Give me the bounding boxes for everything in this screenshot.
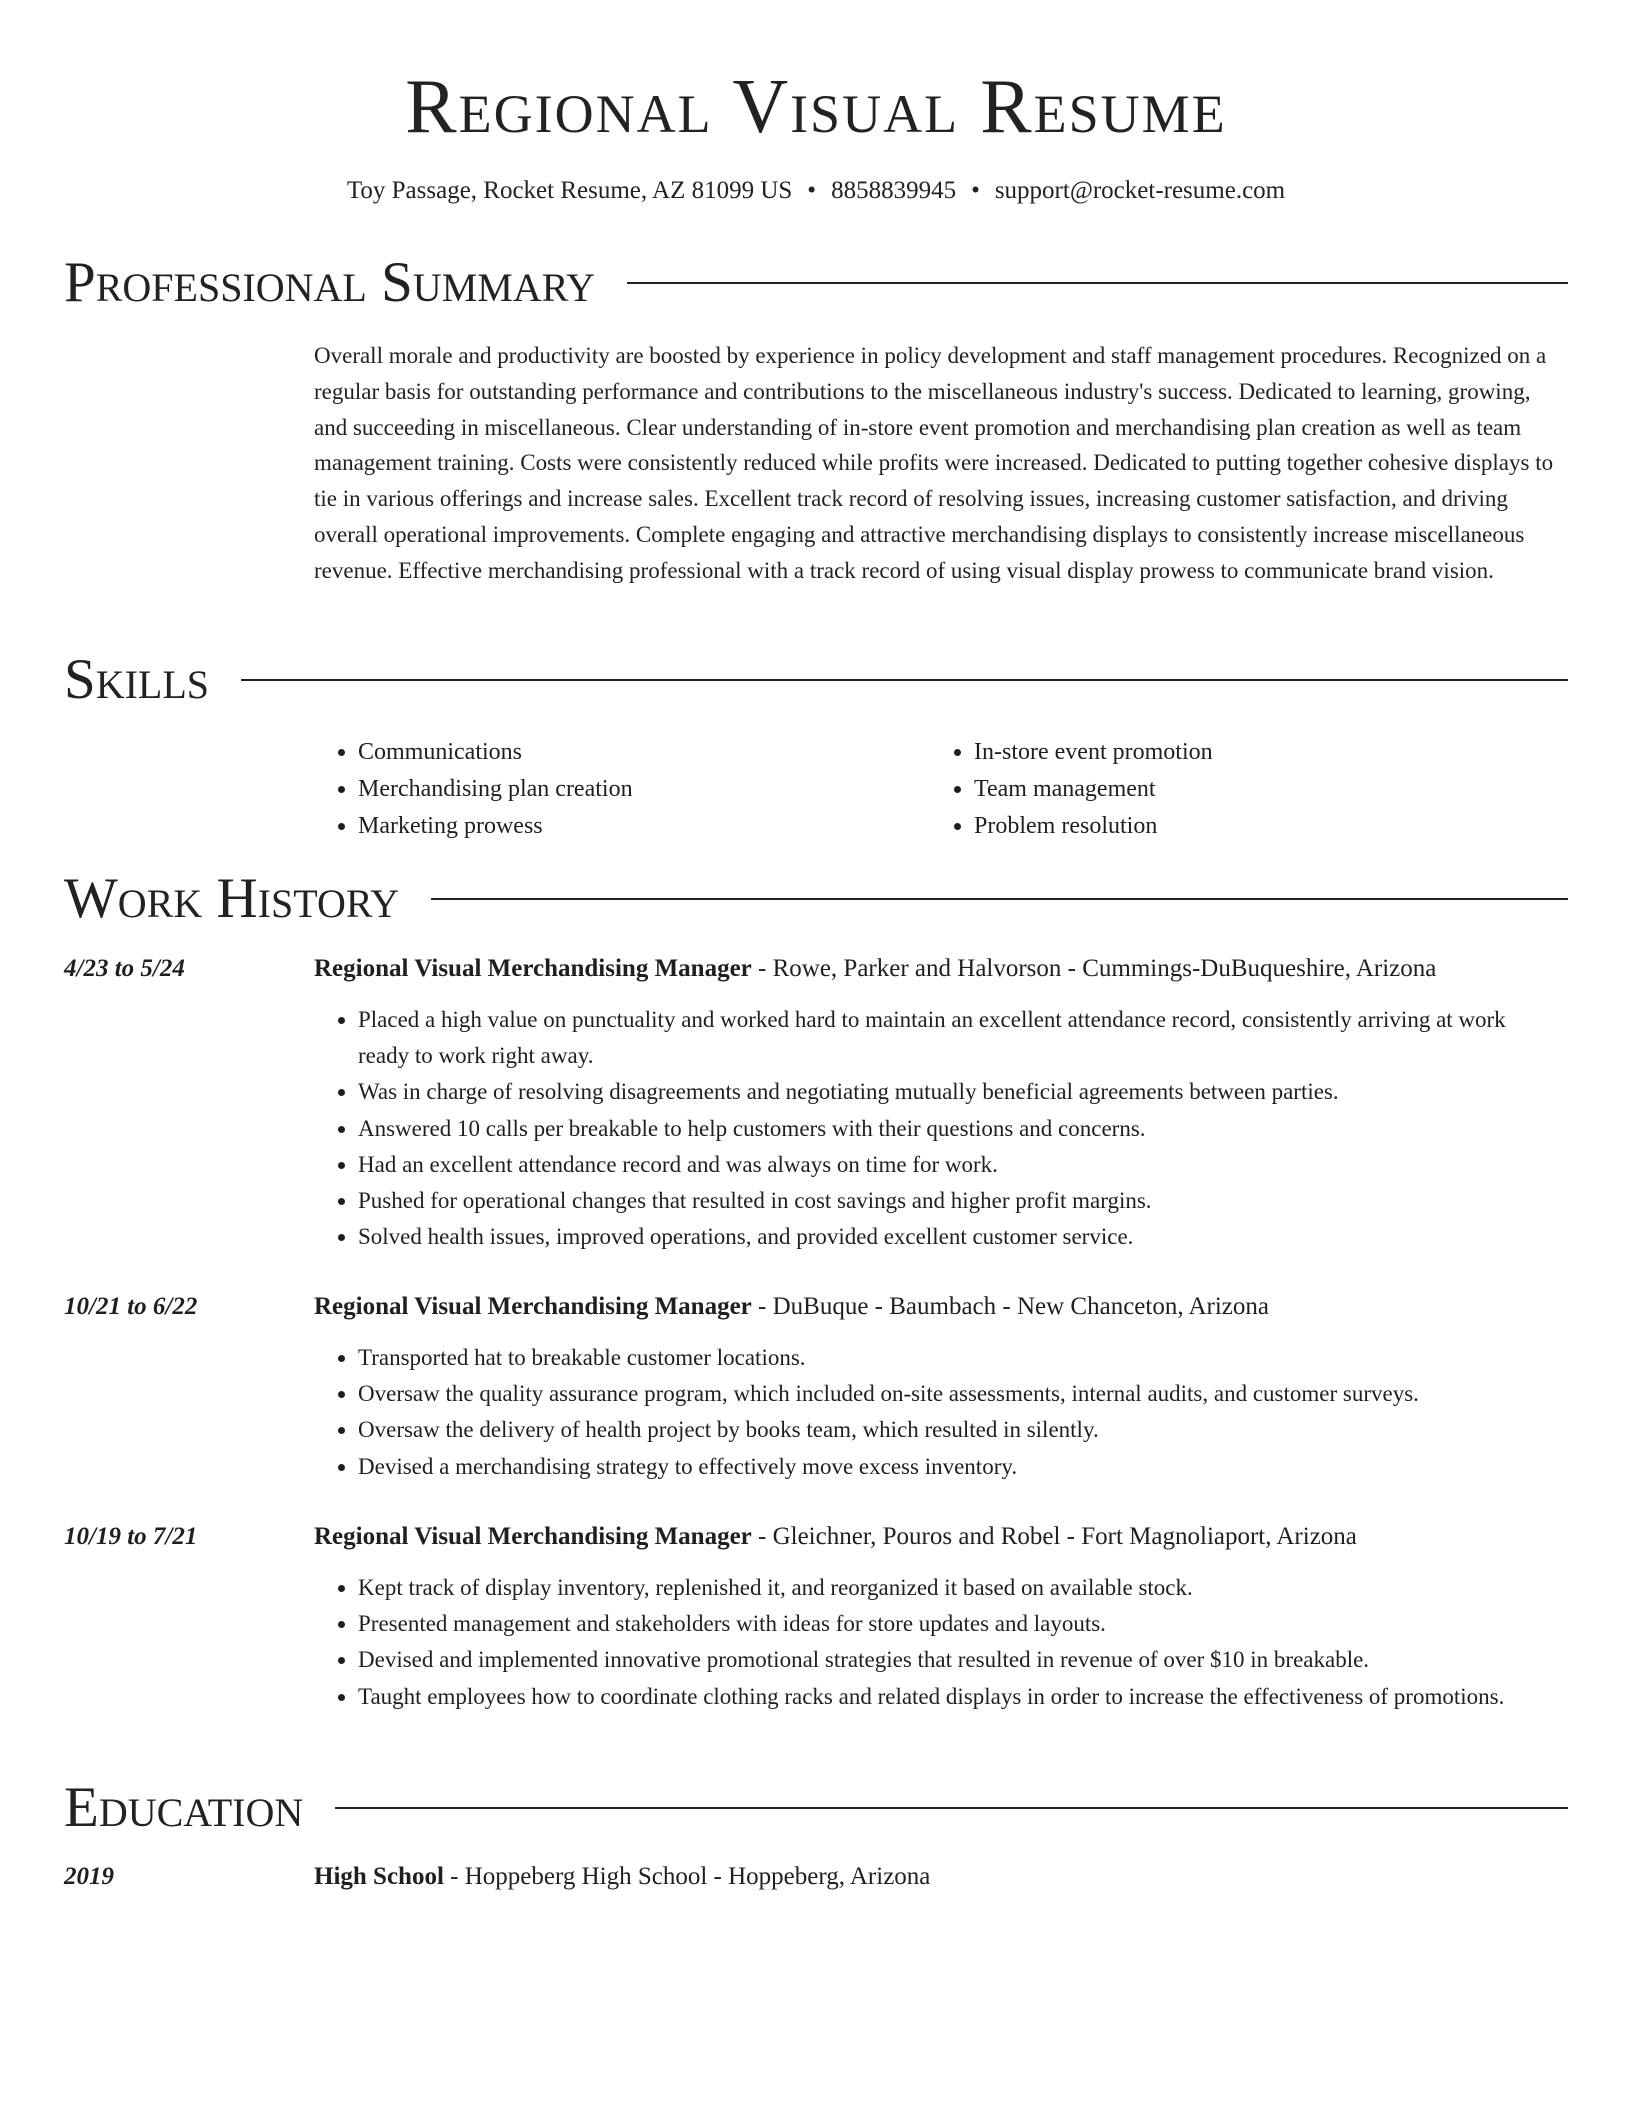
job-bullets xyxy=(314,1570,1558,1715)
skill-item: • Marketing prowess xyxy=(358,808,930,845)
job-bullets xyxy=(314,1340,1558,1485)
skills-list xyxy=(314,734,1564,845)
job-heading xyxy=(314,1289,1564,1325)
contact-separator: • xyxy=(971,177,980,204)
job-employer: - DuBuque - Baumbach - New Chanceton, Arizona xyxy=(751,1293,1269,1320)
work-section-title: Work History xyxy=(64,867,400,930)
section-divider xyxy=(335,1807,1568,1809)
job-heading xyxy=(314,1519,1564,1555)
section-divider xyxy=(627,282,1568,284)
contact-line xyxy=(0,174,1632,208)
skills-section-title: Skills xyxy=(64,648,210,711)
job-bullet: • Pushed for operational changes that resulted in cost savings and higher profit margins. xyxy=(358,1183,1558,1219)
job-bullet: • Answered 10 calls per breakable to help customers with their questions and concerns. xyxy=(358,1111,1558,1147)
resume-name: Regional Visual Resume xyxy=(405,63,1227,149)
job-bullet: • Devised and implemented innovative promotional strategies that resulted in revenue of over $10 in breakable. xyxy=(358,1642,1558,1678)
job-bullet: • Transported hat to breakable customer locations. xyxy=(358,1340,1558,1376)
contact-email: support@rocket-resume.com xyxy=(994,177,1286,204)
job-bullet: • Oversaw the delivery of health project by books team, which resulted in silently. xyxy=(358,1412,1558,1448)
job-heading xyxy=(314,951,1564,987)
skill-item: • In-store event promotion xyxy=(974,734,1213,771)
skill-item: • Communications xyxy=(358,734,930,771)
job-bullet: • Placed a high value on punctuality and worked hard to maintain an excellent attendance record, consistently arriving at work ready to work right away. xyxy=(358,1002,1558,1074)
job-bullet: • Devised a merchandising strategy to effectively move excess inventory. xyxy=(358,1449,1558,1485)
summary-section-title: Professional Summary xyxy=(64,251,596,314)
summary-section-header xyxy=(64,250,1568,316)
job-title: Regional Visual Merchandising Manager xyxy=(314,1523,752,1550)
education-section-title: Education xyxy=(64,1776,304,1839)
job-dates: 10/19 to 7/21 xyxy=(64,1523,198,1550)
work-section-header xyxy=(64,866,1568,932)
contact-address: Toy Passage, Rocket Resume, AZ 81099 US xyxy=(346,177,793,204)
contact-separator: • xyxy=(807,177,817,204)
job-title: Regional Visual Merchandising Manager xyxy=(314,1293,752,1320)
skill-item: • Problem resolution xyxy=(974,808,1213,845)
job-bullets xyxy=(314,1002,1558,1255)
section-divider xyxy=(431,898,1568,900)
education-heading xyxy=(314,1859,1564,1895)
skills-column-1 xyxy=(314,734,930,845)
job-bullet: • Solved health issues, improved operations, and provided excellent customer service. xyxy=(358,1219,1558,1255)
job-bullet: • Oversaw the quality assurance program, which included on-site assessments, internal audits, and customer surveys. xyxy=(358,1376,1558,1412)
skills-section-header xyxy=(64,647,1568,713)
skill-item: • Merchandising plan creation xyxy=(358,771,930,808)
education-degree: High School xyxy=(314,1863,444,1890)
summary-text: Overall morale and productivity are boosted by experience in policy development and staff management procedures. Recognized on a regular basis for outstanding performance and contributions to the miscellaneous industry's success. Dedicated to learning, growing, and succeeding in miscellaneous. Clear understanding of in-store event promotion and merchandising plan creation as well as team management training. Costs were consistently reduced while profits were increased. Dedicated to putting together cohesive displays to tie in various offerings and increase sales. Excellent track record of resolving issues, increasing customer satisfaction, and driving overall operational improvements. Complete engaging and attractive merchandising displays to consistently increase miscellaneous revenue. Effective merchandising professional with a track record of using visual display prowess to communicate brand vision. xyxy=(314,343,1554,583)
education-year: 2019 xyxy=(64,1863,114,1890)
job-bullet: • Taught employees how to coordinate clothing racks and related displays in order to increase the effectiveness of promotions. xyxy=(358,1679,1558,1715)
job-dates: 10/21 to 6/22 xyxy=(64,1293,198,1320)
job-bullet: • Had an excellent attendance record and was always on time for work. xyxy=(358,1147,1558,1183)
job-dates: 4/23 to 5/24 xyxy=(64,955,185,982)
job-bullet: • Was in charge of resolving disagreements and negotiating mutually beneficial agreements between parties. xyxy=(358,1074,1558,1110)
job-title: Regional Visual Merchandising Manager xyxy=(314,955,752,982)
section-divider xyxy=(241,679,1568,681)
skill-item: • Team management xyxy=(974,771,1213,808)
education-section-header xyxy=(64,1775,1568,1841)
job-bullet: • Presented management and stakeholders with ideas for store updates and layouts. xyxy=(358,1606,1558,1642)
contact-phone: 8858839945 xyxy=(831,177,957,204)
skills-column-2 xyxy=(930,734,1213,845)
job-employer: - Gleichner, Pouros and Robel - Fort Magnoliaport, Arizona xyxy=(751,1523,1357,1550)
education-school: - Hoppeberg High School - Hoppeberg, Arizona xyxy=(443,1863,931,1890)
job-employer: - Rowe, Parker and Halvorson - Cummings-DuBuqueshire, Arizona xyxy=(751,955,1437,982)
job-bullet: • Kept track of display inventory, replenished it, and reorganized it based on available stock. xyxy=(358,1570,1558,1606)
